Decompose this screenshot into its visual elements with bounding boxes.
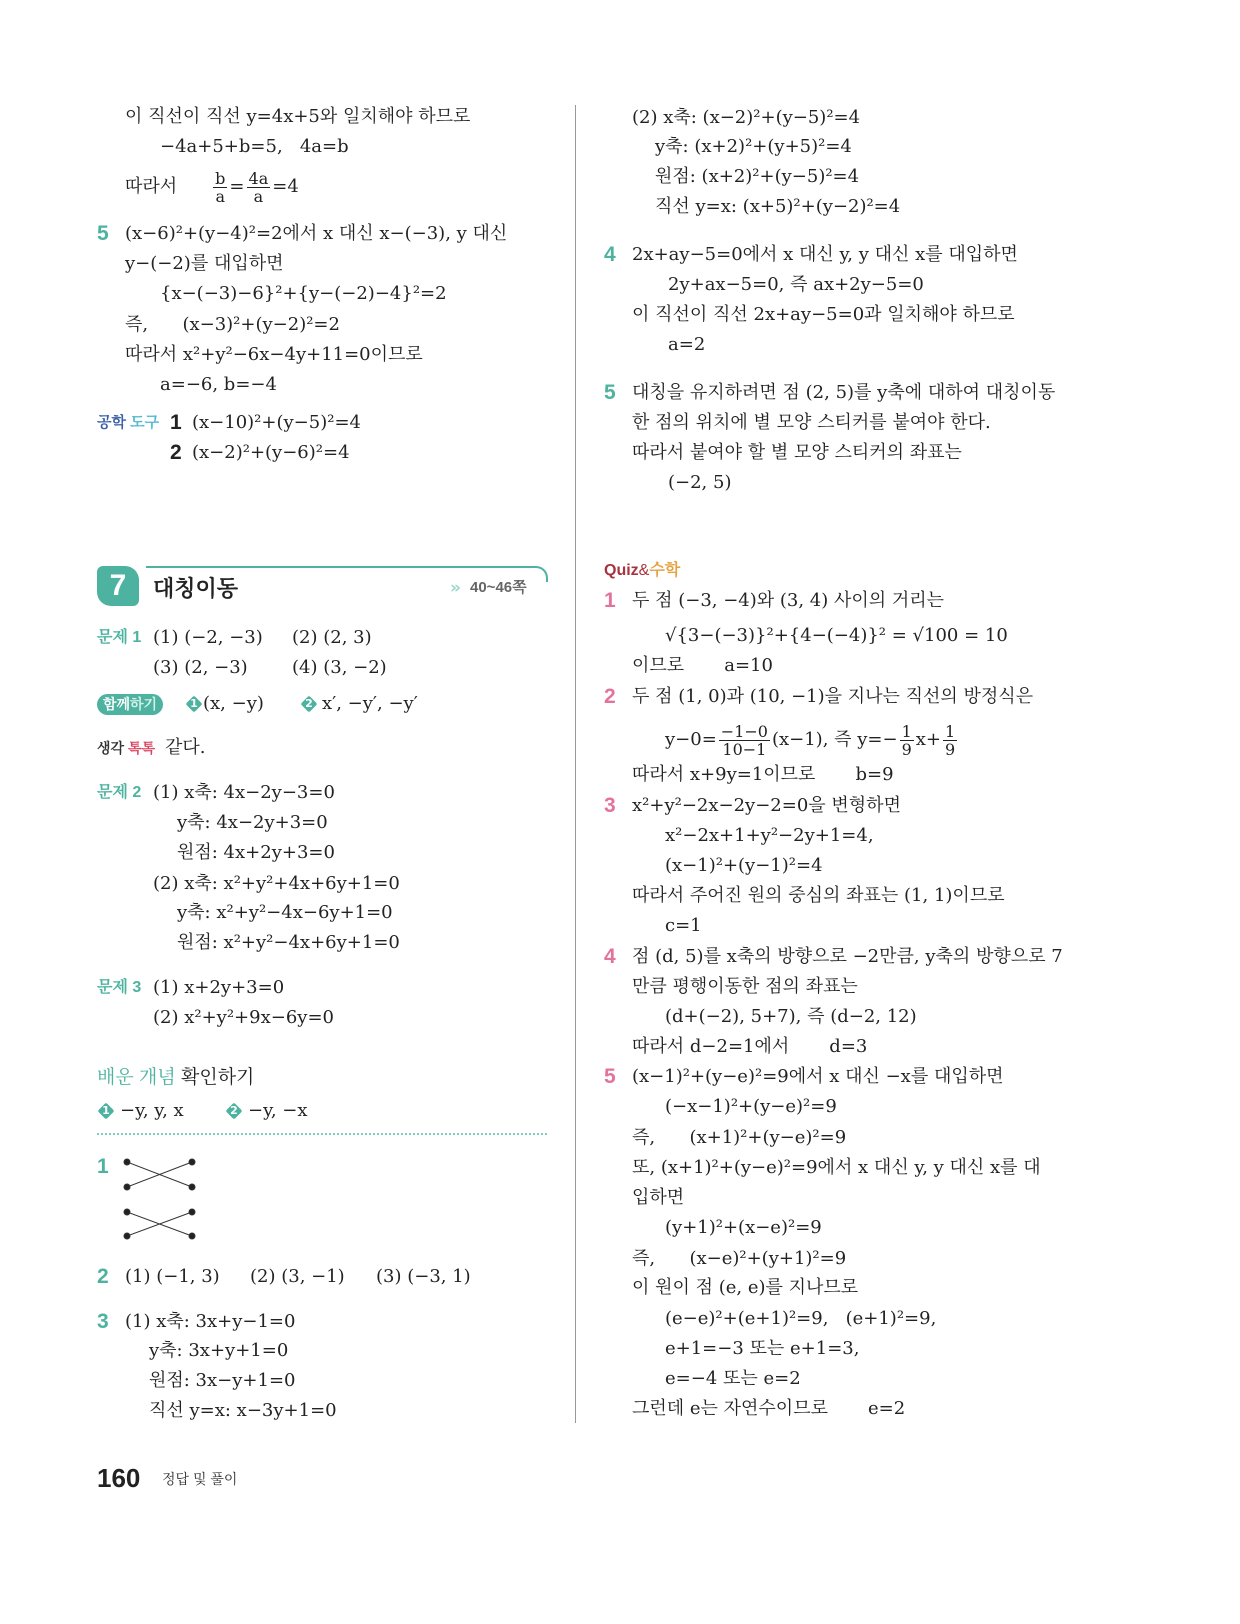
text-line: y−(−2)를 대입하면 [125,253,284,274]
exercise-number: 3 [97,1310,109,1333]
text-line: 이므로 a=10 [632,655,773,676]
problem-number: 5 [604,381,616,404]
text: =4 [272,176,299,197]
diamond-number-icon [185,695,203,713]
equation-line: a=2 [668,334,706,355]
text-line: 두 점 (1, 0)과 (10, −1)을 지나는 직선의 방정식은 [632,686,1034,707]
text: 따라서 [125,176,178,197]
dotted-divider [97,1133,547,1135]
text-line: 따라서 x+9y=1이므로 b=9 [632,764,894,785]
together-answer: x′, −y′, −y′ [322,693,418,714]
review-answer: −y, −x [248,1100,308,1121]
diamond-number: 1 [102,1104,110,1117]
quiz-number: 4 [604,945,616,968]
numerator: 4a [248,168,269,188]
diagram-dot [124,1184,130,1190]
text-line: 이 직선이 직선 2x+ay−5=0과 일치해야 하므로 [632,304,1015,325]
text-line: 이 직선이 직선 y=4x+5와 일치해야 하므로 [125,106,471,127]
fraction [213,170,227,205]
section-number: 7 [97,566,139,606]
text-line: 대칭을 유지하려면 점 (2, 5)를 y축에 대하여 대칭이동 [632,382,1056,403]
therefore-fraction-line [125,170,299,204]
equation-line: (−x−1)²+(y−e)²=9 [665,1096,837,1117]
answer: (2) (3, −1) [250,1266,345,1287]
tool-item-text: (x−10)²+(y−5)²=4 [192,412,361,433]
answer: y축: 3x+y+1=0 [149,1340,289,1361]
denominator: 9 [901,739,912,759]
think-answer: 같다. [165,737,206,758]
answer: (2) x축: (x−2)²+(y−5)²=4 [632,107,861,128]
equation-line: (y+1)²+(x−e)²=9 [665,1217,822,1238]
footer-label: 정답 및 풀이 [162,1471,238,1487]
matching-diagram [120,1155,202,1240]
answer: y축: x²+y²−4x−6y+1=0 [177,902,393,923]
equation-line: a=−6, b=−4 [160,374,277,395]
fraction [247,170,271,205]
quiz-number: 5 [604,1065,616,1088]
equation-line: √{3−(−3)}²+{4−(−4)}² = √100 = 10 [665,625,1008,646]
text: = [229,176,245,197]
think-label-b: 톡톡 [127,740,156,756]
fraction [900,723,914,758]
diamond-number-icon [300,695,318,713]
text: (x−1), 즉 y=− [771,729,898,750]
text-line: 즉, (x−3)²+(y−2)²=2 [125,314,340,335]
text-line: (x−6)²+(y−4)²=2에서 x 대신 x−(−3), y 대신 [125,223,508,244]
column-divider [575,105,576,1423]
equation-line: (x−1)²+(y−1)²=4 [665,855,823,876]
exercise-number: 2 [97,1265,109,1288]
page-number: 160 [97,1463,141,1493]
text-line: 이 원이 점 (e, e)를 지나므로 [632,1277,859,1298]
text-line: 점 (d, 5)를 x축의 방향으로 −2만큼, y축의 방향으로 7 [632,946,1063,967]
exercise-number: 1 [97,1155,109,1178]
quiz2-equation [665,723,959,757]
answer: (1) (−2, −3) [153,627,263,648]
review-title [97,1066,254,1090]
think-label [97,736,155,760]
text-line: 한 점의 위치에 별 모양 스티커를 붙여야 한다. [632,412,991,433]
problem-number: 4 [604,243,616,266]
problem-number: 5 [97,222,109,245]
equation-line: (−2, 5) [668,472,732,493]
section-title: 대칭이동 [153,576,239,601]
text-line: 그런데 e는 자연수이므로 e=2 [632,1398,906,1419]
answer: (1) x축: 3x+y−1=0 [125,1311,296,1332]
numerator: 1 [901,721,912,741]
diamond-number: 2 [305,697,313,710]
quiz-title-b: 수학 [649,562,681,579]
fraction [943,723,957,758]
equation-line: (d+(−2), 5+7), 즉 (d−2, 12) [665,1006,917,1027]
quiz-title [604,559,680,583]
together-answer: (x, −y) [203,693,264,714]
problem-label: 문제 1 [97,629,142,646]
review-title-b: 확인하기 [180,1067,255,1088]
answer: 원점: (x+2)²+(y−5)²=4 [655,166,860,187]
think-label-a: 생각 [97,740,125,756]
equation-line: e+1=−3 또는 e+1=3, [665,1338,860,1359]
badge-b: 하기 [130,696,158,712]
numerator: 1 [945,721,956,741]
text-line: 두 점 (−3, −4)와 (3, 4) 사이의 거리는 [632,590,945,611]
tool-label [97,411,159,435]
answer: (2) x축: x²+y²+4x+6y+1=0 [153,873,400,894]
diagram-dot [124,1209,130,1215]
text-line: (x−1)²+(y−e)²=9에서 x 대신 −x를 대입하면 [632,1066,1004,1087]
equation-line: −4a+5+b=5, 4a=b [160,136,349,157]
text-line: 따라서 d−2=1에서 d=3 [632,1036,868,1057]
text-line: 2x+ay−5=0에서 x 대신 y, y 대신 x를 대입하면 [632,244,1018,265]
tool-label-b: 도구 [130,414,160,431]
answer: 원점: 4x+2y+3=0 [177,842,335,863]
answer: 원점: 3x−y+1=0 [149,1370,296,1391]
answer: (1) (−1, 3) [125,1266,220,1287]
answer: (2) x²+y²+9x−6y=0 [153,1007,334,1028]
answer: (3) (−3, 1) [376,1266,471,1287]
text-line: x²+y²−2x−2y−2=0을 변형하면 [632,795,901,816]
quiz-number: 2 [604,685,616,708]
review-title-a: 배운 개념 [97,1067,176,1088]
text-line: 즉, (x+1)²+(y−e)²=9 [632,1127,847,1148]
answer: 직선 y=x: (x+5)²+(y−2)²=4 [655,196,901,217]
together-badge [97,694,163,715]
problem-label: 문제 3 [97,979,142,996]
tool-label-a: 공학 [97,414,126,431]
answer: (1) x+2y+3=0 [153,977,285,998]
equation-line: (e−e)²+(e+1)²=9, (e+1)²=9, [665,1308,937,1329]
diamond-number: 2 [230,1104,238,1117]
diagram-dot [189,1184,195,1190]
denominator: 10−1 [722,739,767,759]
answer: 원점: x²+y²−4x+6y+1=0 [177,932,400,953]
problem-label: 문제 2 [97,784,142,801]
quiz-title-a: Quiz [604,562,639,579]
diamond-number: 1 [190,697,198,710]
text-line: 따라서 주어진 원의 중심의 좌표는 (1, 1)이므로 [632,885,1005,906]
denominator: a [253,186,264,206]
diagram-dot [124,1233,130,1239]
text-line: 또, (x+1)²+(y−e)²=9에서 x 대신 y, y 대신 x를 대 [632,1157,1041,1178]
tool-item-number: 1 [170,411,182,434]
denominator: 9 [945,739,956,759]
answer: (2) (2, 3) [292,627,372,648]
section-pages: 40~46쪽 [470,579,527,596]
quiz-number: 1 [604,589,616,612]
fraction [719,723,770,758]
numerator: −1−0 [720,721,768,741]
equation-line: {x−(−3)−6}²+{y−(−2)−4}²=2 [160,283,447,304]
diagram-dot [189,1233,195,1239]
chevron-right-icon: » [450,578,461,598]
text-line: 만큼 평행이동한 점의 좌표는 [632,976,858,997]
answer: y축: (x+2)²+(y+5)²=4 [655,136,852,157]
diagram-dot [189,1159,195,1165]
equation-line: 2y+ax−5=0, 즉 ax+2y−5=0 [668,274,924,295]
text: y−0= [665,729,717,750]
answer: 직선 y=x: x−3y+1=0 [149,1400,337,1421]
text-line: 즉, (x−e)²+(y+1)²=9 [632,1248,847,1269]
diagram-dot [124,1159,130,1165]
numerator: b [215,168,226,188]
diagram-dot [189,1209,195,1215]
badge-a: 함께 [102,696,130,712]
review-answer: −y, y, x [120,1100,184,1121]
quiz-amp: & [638,562,650,579]
text-line: 따라서 붙여야 할 별 모양 스티커의 좌표는 [632,442,962,463]
denominator: a [215,186,226,206]
text: x+ [915,729,942,750]
equation-line: e=−4 또는 e=2 [665,1368,801,1389]
tool-item-text: (x−2)²+(y−6)²=4 [192,442,350,463]
text-line: 따라서 x²+y²−6x−4y+11=0이므로 [125,344,423,365]
text-line: 입하면 [632,1187,685,1208]
diamond-number-icon [225,1102,243,1120]
quiz-number: 3 [604,794,616,817]
diamond-number-icon [97,1102,115,1120]
answer: (4) (3, −2) [292,657,387,678]
tool-item-number: 2 [170,441,182,464]
answer: y축: 4x−2y+3=0 [177,812,328,833]
answer: (1) x축: 4x−2y−3=0 [153,782,335,803]
answer: (3) (2, −3) [153,657,248,678]
equation-line: c=1 [665,915,702,936]
equation-line: x²−2x+1+y²−2y+1=4, [665,825,874,846]
